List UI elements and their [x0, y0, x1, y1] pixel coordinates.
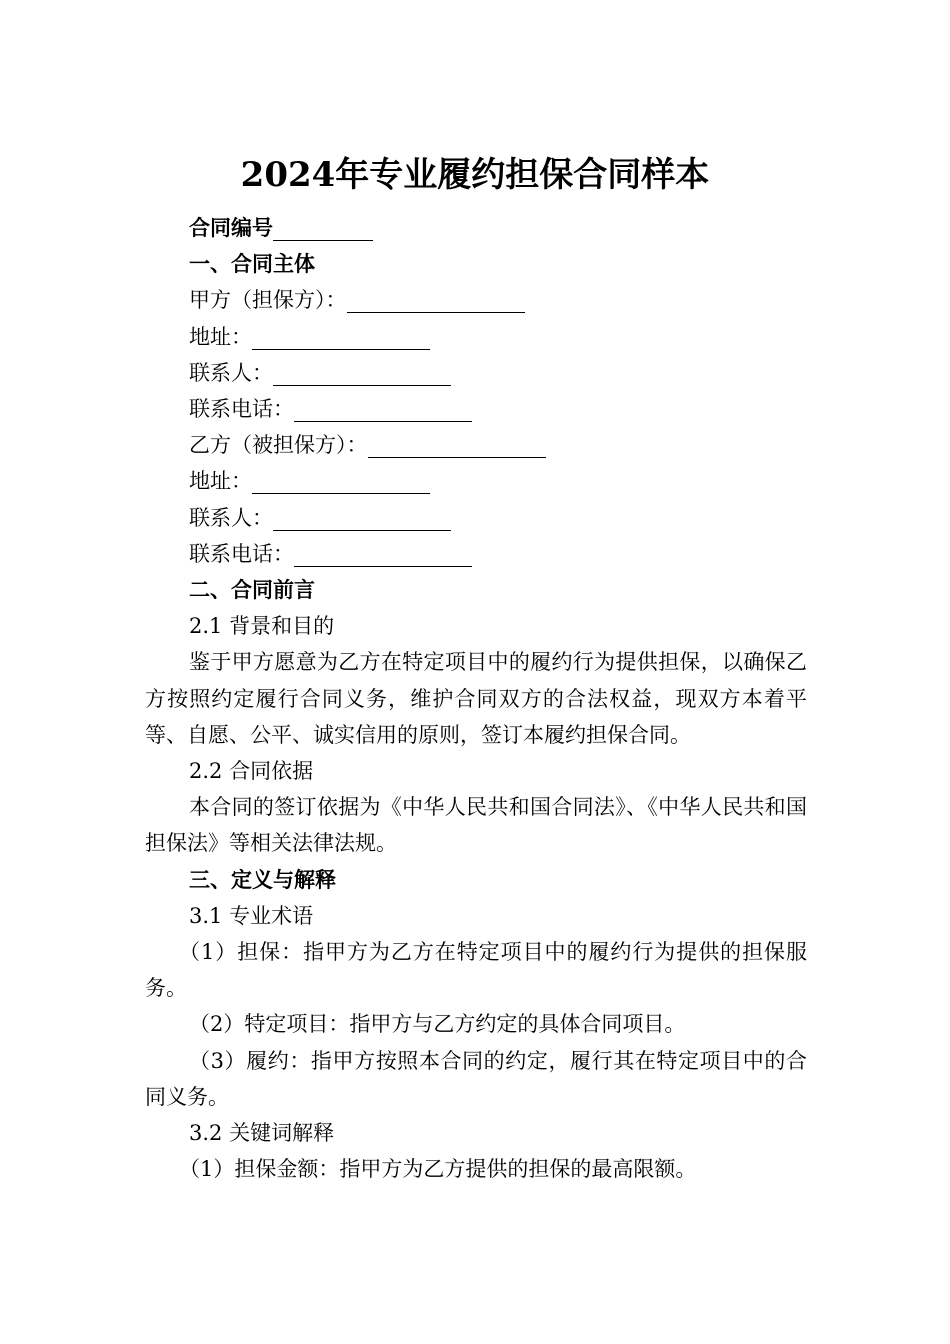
section2-sub2-heading: 2.2 合同依据: [189, 759, 314, 784]
party-b-address-blank: [252, 471, 430, 494]
term-performance: （3）履约：指甲方按照本合同的约定，履行其在特定项目中的合同义务。: [145, 1048, 807, 1109]
party-a-label: 甲方（担保方）：: [189, 288, 347, 313]
party-a-contact-label: 联系人：: [189, 360, 273, 385]
party-a-phone-label: 联系电话：: [189, 397, 294, 422]
party-b-contact-blank: [273, 508, 451, 531]
party-b-line: [145, 427, 807, 463]
section2-sub1-text: 鉴于甲方愿意为乙方在特定项目中的履约行为提供担保，以确保乙方按照约定履行合同义务，维护合同双方的合法权益，现双方本着平等、自愿、公平、诚实信用的原则，签订本履约担保合同。: [145, 650, 807, 747]
section2-sub2-text: 本合同的签订依据为《中华人民共和国合同法》、《中华人民共和国担保法》等相关法律法规。: [145, 795, 807, 856]
document-title: 2024年专业履约担保合同样本: [240, 155, 710, 195]
party-a-contact-line: [145, 355, 807, 391]
document-body: [145, 210, 807, 1187]
party-b-contact-label: 联系人：: [189, 505, 273, 530]
section2-sub1-heading: 2.1 背景和目的: [189, 614, 335, 639]
party-b-blank: [368, 435, 546, 458]
party-a-address-line: [145, 319, 807, 355]
party-a-address-blank: [252, 327, 430, 350]
section1-heading: 一、合同主体: [189, 251, 315, 277]
section2-heading: 二、合同前言: [189, 577, 315, 603]
party-a-address-label: 地址：: [189, 324, 252, 349]
party-b-address-label: 地址：: [189, 469, 252, 494]
party-b-phone-blank: [294, 544, 472, 567]
party-a-blank: [347, 290, 525, 313]
contract-number-label: 合同编号: [189, 215, 273, 240]
party-a-phone-line: [145, 391, 807, 427]
party-b-label: 乙方（被担保方）：: [189, 433, 368, 458]
party-b-address-line: [145, 463, 807, 499]
party-a-phone-blank: [294, 399, 472, 422]
party-b-contact-line: [145, 500, 807, 536]
party-b-phone-line: [145, 536, 807, 572]
section3-heading: 三、定义与解释: [189, 866, 336, 892]
section3-sub2-heading: 3.2 关键词解释: [189, 1121, 335, 1146]
party-b-phone-label: 联系电话：: [189, 541, 294, 566]
term-specific-project: （2）特定项目：指甲方与乙方约定的具体合同项目。: [189, 1012, 686, 1037]
contract-number-line: [145, 210, 807, 246]
contract-number-blank: [273, 218, 373, 241]
keyword-guarantee-amount: （1）担保金额：指甲方为乙方提供的担保的最高限额。: [179, 1157, 697, 1182]
party-a-contact-blank: [273, 363, 451, 386]
term-guarantee: （1）担保：指甲方为乙方在特定项目中的履约行为提供的担保服务。: [145, 940, 807, 1001]
party-a-line: [145, 282, 807, 318]
section3-sub1-heading: 3.1 专业术语: [189, 903, 314, 928]
